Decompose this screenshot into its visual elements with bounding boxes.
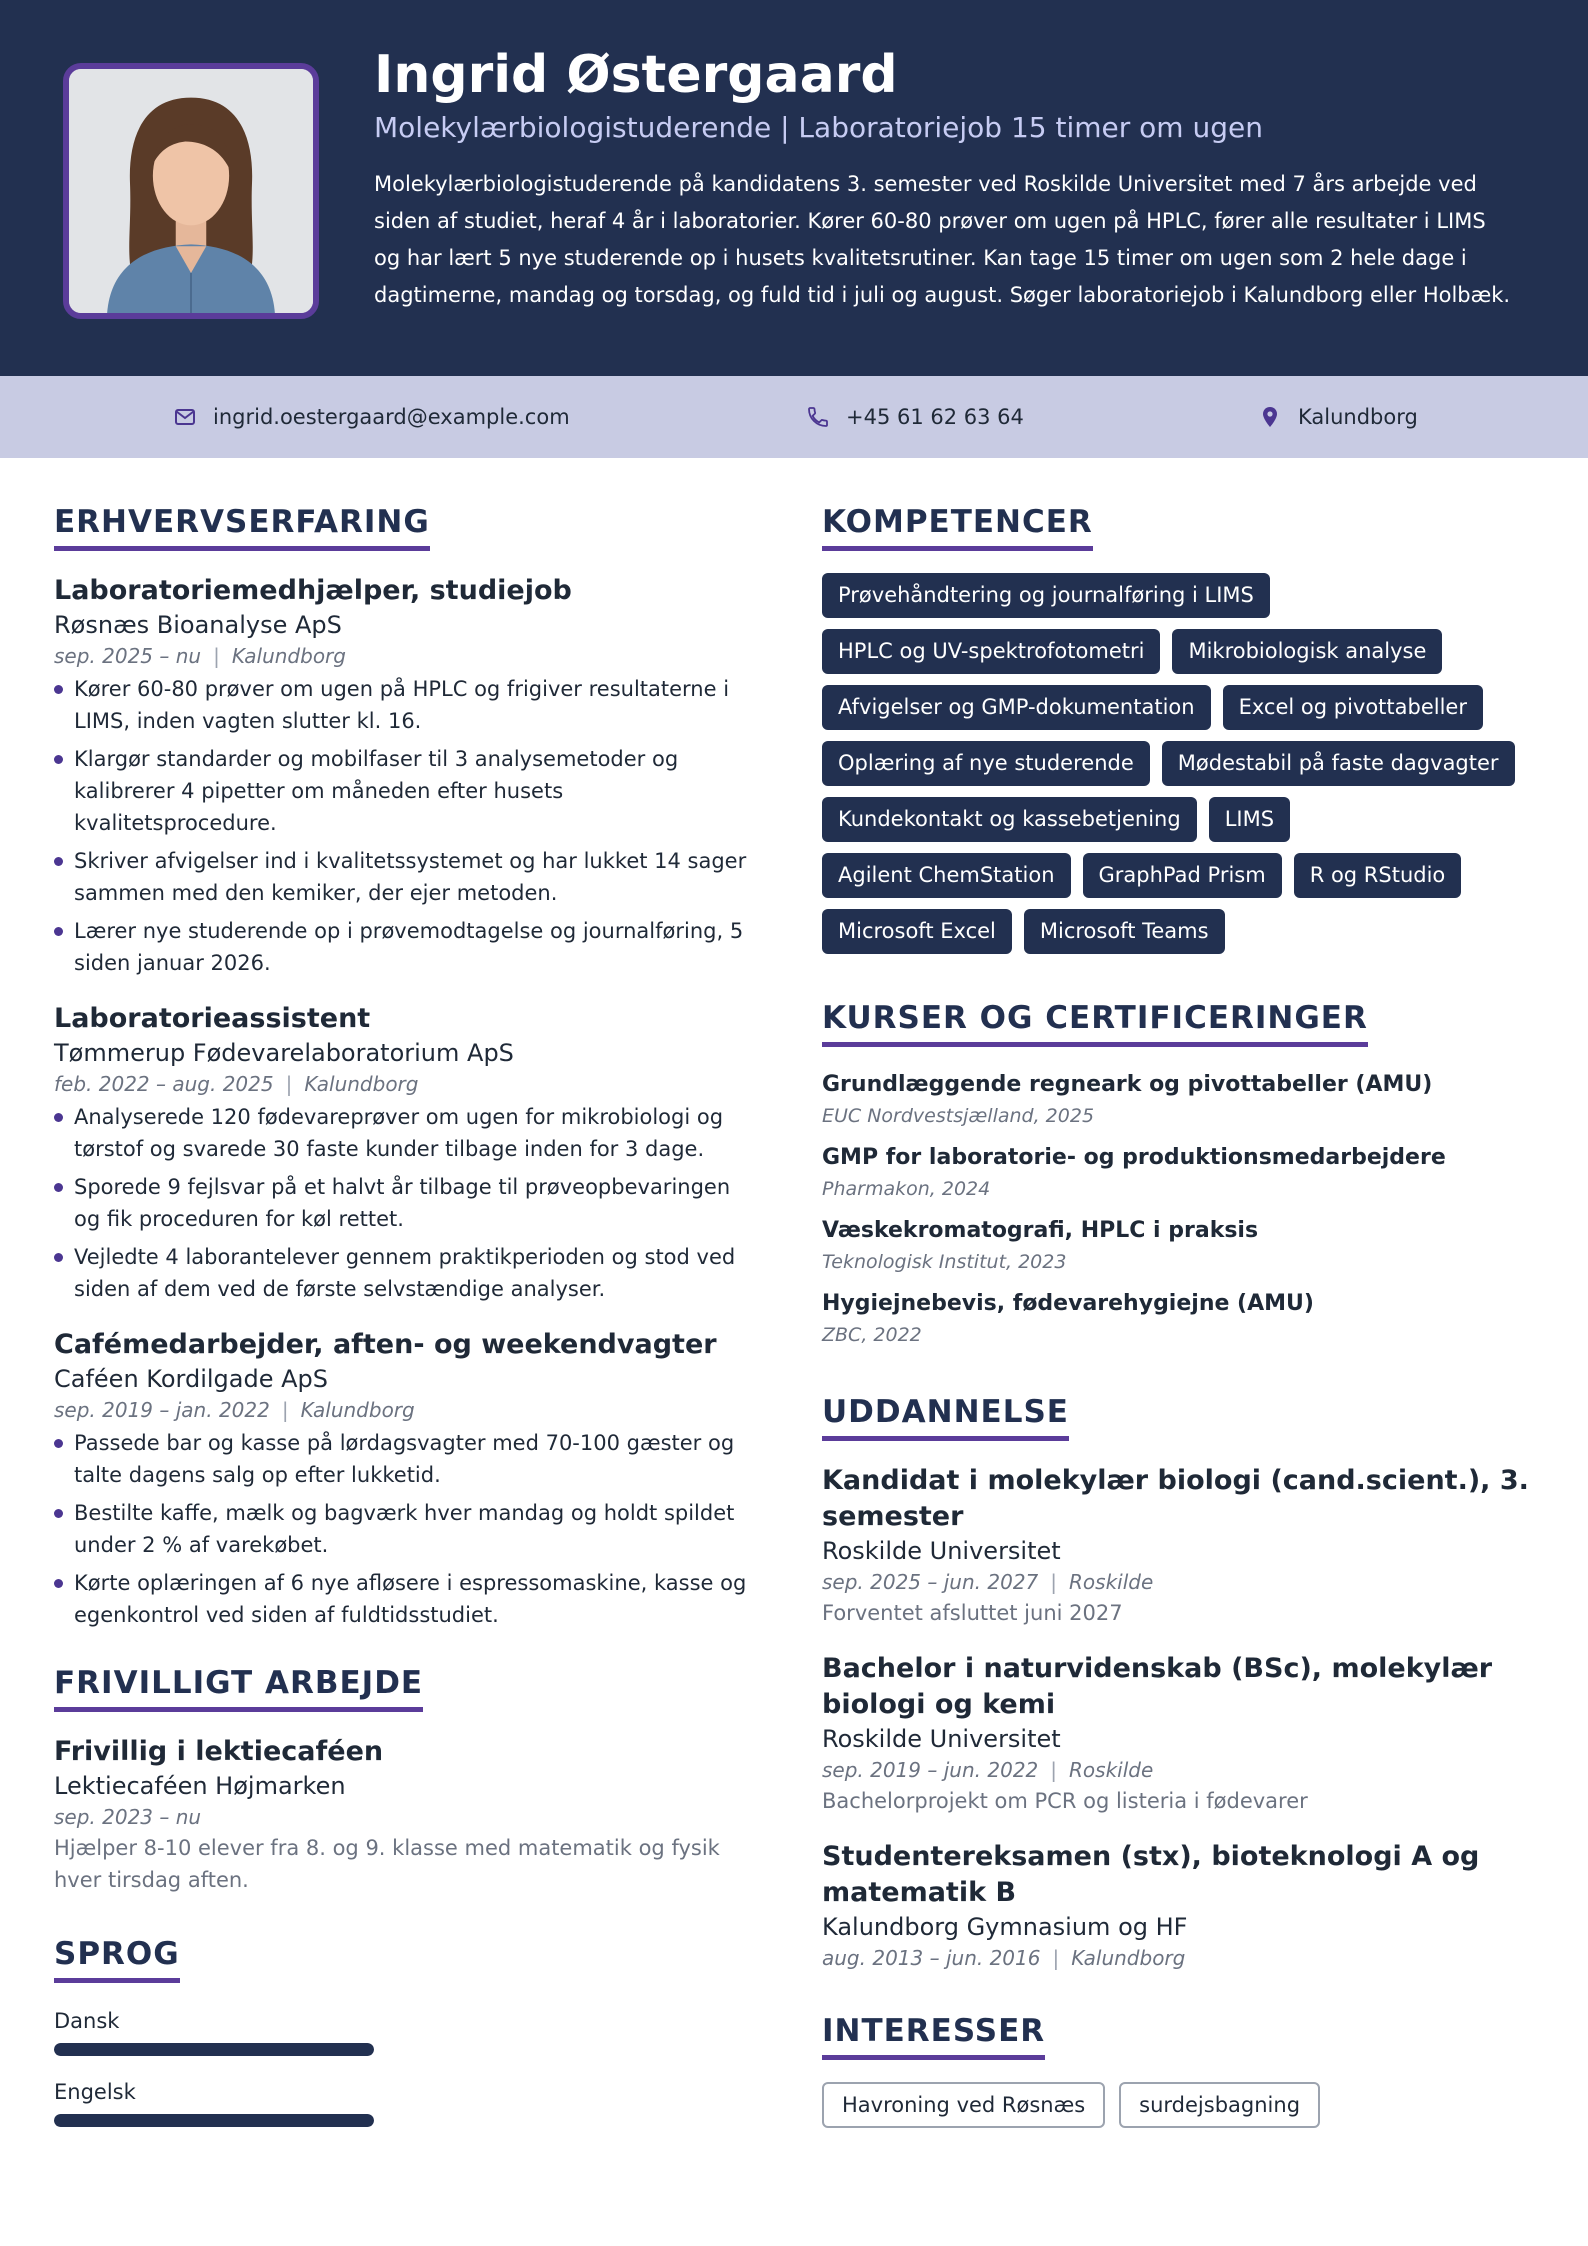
- job-bullet: Vejledte 4 laborantelever gennem praktikperioden og stod ved siden af dem ved de første selvstændige analyser.: [54, 1241, 760, 1305]
- education-location: Kalundborg: [1071, 1946, 1186, 1970]
- job-bullet: Bestilte kaffe, mælk og bagværk hver mandag og holdt spildet under 2 % af varekøbet.: [54, 1497, 760, 1561]
- course-meta: ZBC, 2022: [822, 1324, 922, 1346]
- experience-item: [54, 573, 760, 979]
- education-location: Roskilde: [1069, 1758, 1154, 1782]
- job-dates: sep. 2025 – nu: [54, 644, 202, 668]
- contact-phone[interactable]: [806, 376, 1024, 458]
- education-item: [822, 1839, 1534, 1973]
- skill-chip: GraphPad Prism: [1083, 853, 1282, 898]
- contact-bar: [0, 376, 1588, 458]
- section-title-volunteer: FRIVILLIGT ARBEJDE: [54, 1661, 423, 1712]
- job-bullet: Sporede 9 fejlsvar på et halvt år tilbage til prøveopbevaringen og fik proceduren for køl rettet.: [54, 1171, 760, 1235]
- contact-phone-text: +45 61 62 63 64: [846, 405, 1024, 429]
- job-company: Røsnæs Bioanalyse ApS: [54, 611, 342, 639]
- section-title-experience: ERHVERVSERFARING: [54, 500, 430, 551]
- course-item: [822, 1288, 1534, 1350]
- skill-chip: Mikrobiologisk analyse: [1172, 629, 1442, 674]
- education-meta: [822, 1943, 1534, 1973]
- education-meta: [822, 1567, 1534, 1597]
- job-dates: feb. 2022 – aug. 2025: [54, 1072, 274, 1096]
- job-location: Kalundborg: [304, 1072, 419, 1096]
- course-title: Væskekromatografi, HPLC i praksis: [822, 1218, 1259, 1243]
- language-item: [54, 2076, 760, 2127]
- section-title-languages: SPROG: [54, 1932, 180, 1983]
- job-meta: [54, 1395, 760, 1425]
- job-bullet: Skriver afvigelser ind i kvalitetssystemet og har lukket 14 sager sammen med den kemiker, der ejer metoden.: [54, 845, 760, 909]
- skill-chip: Prøvehåndtering og journalføring i LIMS: [822, 573, 1270, 618]
- candidate-headline: Molekylærbiologistuderende | Laboratoriejob 15 timer om ugen: [374, 111, 1263, 144]
- course-item: [822, 1215, 1534, 1277]
- education-dates: sep. 2019 – jun. 2022: [822, 1758, 1039, 1782]
- language-name: Dansk: [54, 2009, 120, 2033]
- meta-separator: |: [1050, 1758, 1058, 1782]
- skill-chip: Afvigelser og GMP-dokumentation: [822, 685, 1211, 730]
- contact-location-text: Kalundborg: [1298, 405, 1418, 429]
- job-company: Tømmerup Fødevarelaboratorium ApS: [54, 1039, 514, 1067]
- job-title: Laboratorieassistent: [54, 1003, 371, 1034]
- course-meta: Pharmakon, 2024: [822, 1178, 991, 1200]
- volunteer-org: Lektiecaféen Højmarken: [54, 1772, 346, 1800]
- candidate-name: Ingrid Østergaard: [374, 45, 898, 105]
- skill-chip: LIMS: [1209, 797, 1290, 842]
- left-column: [54, 500, 760, 2147]
- job-bullet: Passede bar og kasse på lørdagsvagter med 70-100 gæster og talte dagens salg op efter lukketid.: [54, 1427, 760, 1491]
- education-item: [822, 1651, 1534, 1817]
- experience-item: [54, 1327, 760, 1631]
- resume-header: [0, 0, 1588, 376]
- course-title: Grundlæggende regneark og pivottabeller (AMU): [822, 1072, 1433, 1097]
- skill-chip: Excel og pivottabeller: [1223, 685, 1483, 730]
- job-bullet: Kører 60-80 prøver om ugen på HPLC og frigiver resultaterne i LIMS, inden vagten slutter kl. 16.: [54, 673, 760, 737]
- degree-title: Kandidat i molekylær biologi (cand.scient.), 3. semester: [822, 1465, 1529, 1532]
- meta-separator: |: [285, 1072, 293, 1096]
- job-title: Cafémedarbejder, aften- og weekendvagter: [54, 1329, 717, 1360]
- job-title: Laboratoriemedhjælper, studiejob: [54, 575, 572, 606]
- meta-separator: |: [1050, 1570, 1058, 1594]
- job-location: Kalundborg: [300, 1398, 415, 1422]
- skill-chip: Microsoft Teams: [1024, 909, 1225, 954]
- interest-tag: surdejsbagning: [1119, 2082, 1320, 2128]
- language-level-bar: [54, 2043, 374, 2056]
- course-item: [822, 1069, 1534, 1131]
- language-level-bar: [54, 2114, 374, 2127]
- job-bullets: [54, 673, 760, 979]
- language-level-fill: [54, 2043, 374, 2056]
- mail-icon: [173, 405, 197, 429]
- education-dates: aug. 2013 – jun. 2016: [822, 1946, 1041, 1970]
- education-dates: sep. 2025 – jun. 2027: [822, 1570, 1039, 1594]
- job-bullet: Klargør standarder og mobilfaser til 3 analysemetoder og kalibrerer 4 pipetter om måneden efter husets kvalitetsprocedure.: [54, 743, 760, 839]
- job-dates: sep. 2019 – jan. 2022: [54, 1398, 270, 1422]
- experience-item: [54, 1001, 760, 1305]
- interests-list: [822, 2082, 1534, 2128]
- job-bullets: [54, 1427, 760, 1631]
- education-item: [822, 1463, 1534, 1629]
- skill-chip: R og RStudio: [1294, 853, 1462, 898]
- skills-list: [822, 573, 1534, 954]
- meta-separator: |: [281, 1398, 289, 1422]
- job-meta: [54, 1069, 760, 1099]
- meta-separator: |: [1052, 1946, 1060, 1970]
- contact-location: [1258, 376, 1418, 458]
- volunteer-item: [54, 1734, 760, 1896]
- job-bullet: Lærer nye studerende op i prøvemodtagelse og journalføring, 5 siden januar 2026.: [54, 915, 760, 979]
- language-level-fill: [54, 2114, 374, 2127]
- skill-chip: Microsoft Excel: [822, 909, 1012, 954]
- volunteer-description: Hjælper 8-10 elever fra 8. og 9. klasse med matematik og fysik hver tirsdag aften.: [54, 1836, 720, 1892]
- section-title-interests: INTERESSER: [822, 2009, 1045, 2060]
- language-item: [54, 2005, 760, 2056]
- job-company: Caféen Kordilgade ApS: [54, 1365, 328, 1393]
- degree-title: Studentereksamen (stx), bioteknologi A og matematik B: [822, 1841, 1480, 1908]
- skill-chip: Agilent ChemStation: [822, 853, 1071, 898]
- skill-chip: Mødestabil på faste dagvagter: [1162, 741, 1515, 786]
- job-location: Kalundborg: [231, 644, 346, 668]
- degree-title: Bachelor i naturvidenskab (BSc), molekylær biologi og kemi: [822, 1653, 1493, 1720]
- section-title-courses: KURSER OG CERTIFICERINGER: [822, 996, 1368, 1047]
- profile-photo: [63, 63, 319, 319]
- right-column: [822, 500, 1534, 2128]
- education-note: Bachelorprojekt om PCR og listeria i fødevarer: [822, 1789, 1308, 1813]
- section-title-skills: KOMPETENCER: [822, 500, 1093, 551]
- contact-email-text: ingrid.oestergaard@example.com: [213, 405, 570, 429]
- education-note: Forventet afsluttet juni 2027: [822, 1601, 1123, 1625]
- school-name: Kalundborg Gymnasium og HF: [822, 1913, 1188, 1941]
- job-bullet: Analyserede 120 fødevareprøver om ugen for mikrobiologi og tørstof og svarede 30 faste kunder tilbage inden for 3 dage.: [54, 1101, 760, 1165]
- volunteer-dates: sep. 2023 – nu: [54, 1805, 202, 1829]
- contact-email[interactable]: [173, 376, 570, 458]
- course-item: [822, 1142, 1534, 1204]
- skill-chip: HPLC og UV-spektrofotometri: [822, 629, 1160, 674]
- meta-separator: |: [213, 644, 220, 668]
- map-pin-icon: [1258, 405, 1282, 429]
- volunteer-title: Frivillig i lektiecaféen: [54, 1736, 384, 1767]
- course-title: Hygiejnebevis, fødevarehygiejne (AMU): [822, 1291, 1314, 1316]
- course-title: GMP for laboratorie- og produktionsmedarbejdere: [822, 1145, 1446, 1170]
- job-meta: [54, 641, 760, 671]
- education-location: Roskilde: [1069, 1570, 1154, 1594]
- language-name: Engelsk: [54, 2080, 136, 2104]
- phone-icon: [806, 405, 830, 429]
- course-meta: Teknologisk Institut, 2023: [822, 1251, 1067, 1273]
- school-name: Roskilde Universitet: [822, 1537, 1061, 1565]
- skill-chip: Oplæring af nye studerende: [822, 741, 1150, 786]
- section-title-education: UDDANNELSE: [822, 1390, 1069, 1441]
- school-name: Roskilde Universitet: [822, 1725, 1061, 1753]
- job-bullets: [54, 1101, 760, 1305]
- job-bullet: Kørte oplæringen af 6 nye afløsere i espressomaskine, kasse og egenkontrol ved siden af fuldtidsstudiet.: [54, 1567, 760, 1631]
- course-meta: EUC Nordvestsjælland, 2025: [822, 1105, 1095, 1127]
- skill-chip: Kundekontakt og kassebetjening: [822, 797, 1197, 842]
- profile-summary: Molekylærbiologistuderende på kandidatens 3. semester ved Roskilde Universitet med 7 års arbejde ved siden af studiet, heraf 4 år i laboratorier. Kører 60-80 prøver om ugen på HPLC, fører alle resultater i LIMS og har lært 5 nye studerende op i husets kvalitetsrutiner. Kan tage 15 timer om ugen som 2 hele dage i dagtimerne, mandag og torsdag, og fuld tid i juli og august. Søger laboratoriejob i Kalundborg eller Holbæk.: [374, 172, 1511, 307]
- interest-tag: Havroning ved Røsnæs: [822, 2082, 1105, 2128]
- education-meta: [822, 1755, 1534, 1785]
- portrait-illustration: [69, 69, 313, 313]
